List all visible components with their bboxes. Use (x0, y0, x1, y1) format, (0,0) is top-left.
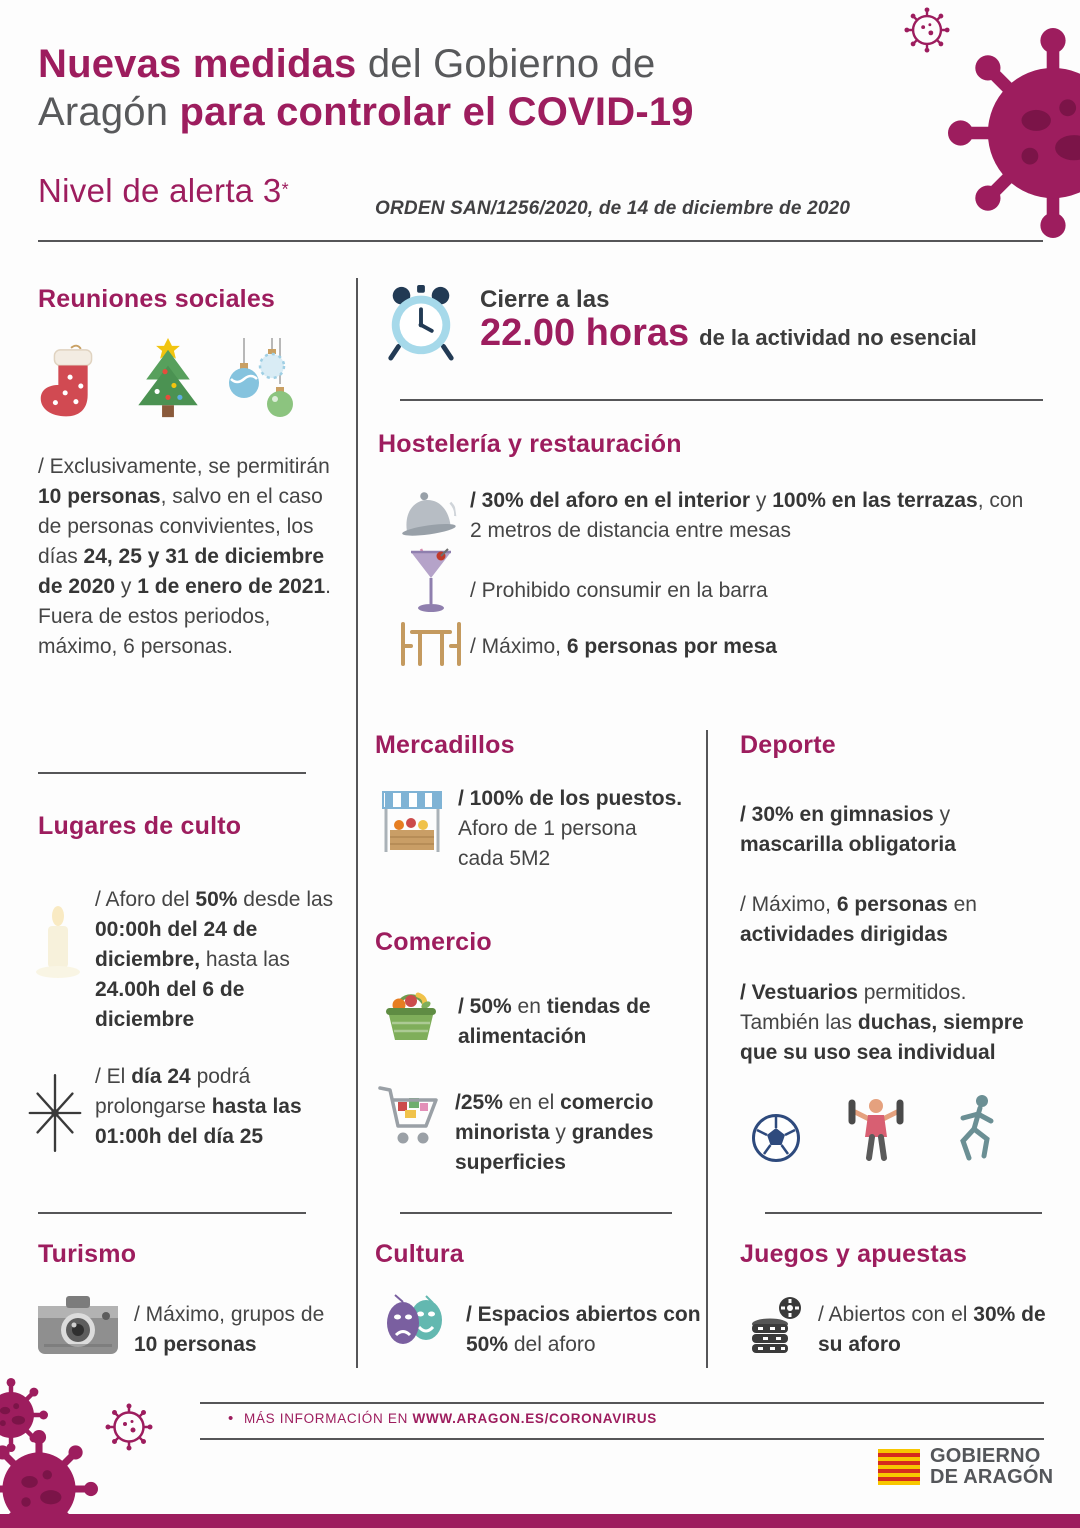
section-title-cultura: Cultura (375, 1240, 464, 1268)
christmas-tree-icon (128, 336, 208, 430)
order-reference: ORDEN SAN/1256/2020, de 14 de diciembre de 2020 (375, 198, 851, 219)
hosteleria-item: / Máximo, 6 personas por mesa (470, 635, 777, 658)
hosteleria-item: / Prohibido consumir en la barra (470, 579, 768, 602)
section-title-lugares: Lugares de culto (38, 812, 242, 840)
christmas-stocking-icon (38, 344, 108, 430)
market-stall-icon (382, 788, 442, 858)
section-divider (400, 399, 1043, 401)
section-divider (400, 1212, 672, 1214)
comercio-item: / 50% en tiendas de alimentación (458, 995, 651, 1049)
page-title: Nuevas medidas del Gobierno de Aragón para controlar el COVID-19 (38, 42, 694, 134)
footer-divider-bottom (200, 1438, 1044, 1440)
virus-outline-icon (104, 1402, 154, 1452)
runner-icon (950, 1092, 1002, 1164)
section-divider (38, 1212, 306, 1214)
lugares-item: / Aforo del 50% desde las 00:00h del 24 de diciembre, hasta las 24.00h del 6 de diciembre (95, 888, 334, 1032)
header-divider (38, 240, 1043, 242)
lugares-item: / El día 24 podrá prolongarse hasta las 01:00h del día 25 (95, 1065, 302, 1149)
alarm-clock-icon (382, 282, 460, 362)
column-divider (706, 730, 708, 1368)
footer-link[interactable]: WWW.ARAGON.ES/CORONAVIRUS (412, 1411, 658, 1426)
footer-divider-top (200, 1402, 1044, 1404)
section-title-comercio: Comercio (375, 928, 492, 956)
candle-icon (26, 902, 90, 980)
cierre-time-line (480, 312, 977, 355)
table-chairs-icon (398, 620, 464, 668)
bullet-icon: • (228, 1410, 234, 1427)
aragon-flag-icon (878, 1449, 920, 1485)
camera-icon (36, 1292, 120, 1358)
juegos-item: / Abiertos con el 30% de su aforo (818, 1303, 1046, 1357)
turismo-item: / Máximo, grupos de 10 personas (134, 1303, 325, 1357)
footer-info: • MÁS INFORMACIÓN EN WWW.ARAGON.ES/CORONAVIRUS (228, 1410, 658, 1427)
serving-dish-icon (395, 486, 460, 546)
poker-chips-icon (748, 1294, 804, 1354)
section-title-juegos: Juegos y apuestas (740, 1240, 968, 1268)
ornaments-icon (228, 338, 294, 430)
section-title-turismo: Turismo (38, 1240, 137, 1268)
deporte-item: / 30% en gimnasios y mascarilla obligatoria (740, 803, 956, 857)
deporte-item: / Máximo, 6 personas en actividades dirigidas (740, 893, 977, 947)
section-title-hosteleria: Hostelería y restauración (378, 430, 682, 458)
comercio-item: /25% en el comercio minorista y grandes superficies (455, 1091, 654, 1175)
grocery-basket-icon (382, 986, 440, 1044)
cierre-intro: Cierre a las (480, 286, 610, 313)
sports-icons (750, 1092, 1002, 1164)
section-divider (765, 1212, 1042, 1214)
alert-level: Nivel de alerta 3* (38, 172, 289, 209)
cocktail-icon (408, 548, 454, 618)
hosteleria-item: / 30% del aforo en el interior y 100% en las terrazas, con 2 metros de distancia entre mesas (470, 489, 1024, 543)
bottom-accent-bar (0, 1514, 1080, 1528)
weightlifter-icon (844, 1094, 908, 1164)
column-divider (356, 278, 358, 1368)
title-highlight: Nuevas medidas (38, 42, 357, 86)
christmas-icons (38, 336, 294, 430)
cierre-suffix: de la actividad no esencial (699, 325, 977, 350)
section-title-deporte: Deporte (740, 731, 836, 759)
cierre-time: 22.00 horas (480, 312, 690, 354)
reuniones-body: / Exclusivamente, se permitirán 10 personas, salvo en el caso de personas convivientes, los días 24, 25 y 31 de diciembre de 2020 y 1 de enero de 2021. Fuera de estos periodos, máximo, 6 personas. (38, 455, 332, 659)
cultura-item: / Espacios abiertos con 50% del aforo (466, 1303, 701, 1357)
title-highlight: para controlar el COVID-19 (179, 90, 694, 134)
gobierno-aragon-logo (878, 1446, 1053, 1488)
footnote-asterisk: * (281, 179, 289, 200)
sparkle-star-icon (22, 1072, 88, 1154)
section-title-reuniones: Reuniones sociales (38, 285, 276, 313)
shopping-cart-icon (378, 1080, 442, 1158)
mercadillos-item: / 100% de los puestos. Aforo de 1 persona cada 5M2 (458, 787, 683, 871)
section-divider (38, 772, 306, 774)
section-title-mercadillos: Mercadillos (375, 731, 515, 759)
logo-text: GOBIERNO DE ARAGÓN (930, 1445, 1054, 1488)
virus-outline-icon (903, 6, 951, 54)
deporte-item: / Vestuarios permitidos. También las duchas, siempre que su uso sea individual (740, 981, 1024, 1065)
virus-solid-icon (948, 28, 1080, 238)
theater-masks-icon (382, 1292, 448, 1350)
soccer-ball-icon (750, 1112, 802, 1164)
